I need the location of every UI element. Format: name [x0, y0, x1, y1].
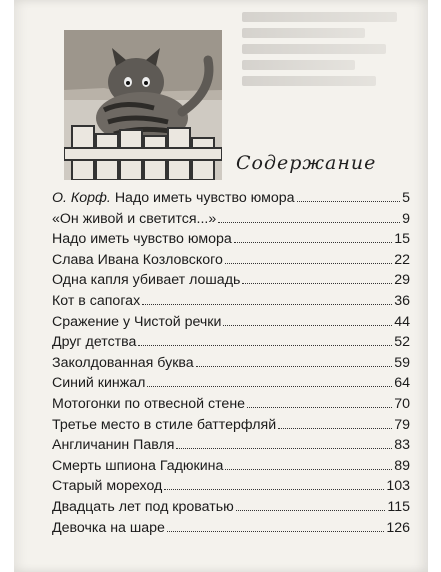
- leader-dots: [147, 386, 392, 387]
- toc-entry-page: 36: [394, 292, 410, 309]
- toc-entry-title: Девочка на шаре: [52, 519, 165, 536]
- table-of-contents: [52, 190, 410, 540]
- toc-entry[interactable]: [52, 396, 410, 417]
- toc-entry[interactable]: [52, 272, 410, 293]
- toc-entry-title: Англичанин Павля: [52, 437, 175, 454]
- toc-heading: Содержание: [236, 152, 377, 174]
- toc-entry-title: Слава Ивана Козловского: [52, 251, 223, 268]
- leader-dots: [234, 242, 392, 243]
- toc-entry-title: Двадцать лет под кроватью: [52, 498, 234, 515]
- leader-dots: [176, 448, 392, 449]
- toc-entry-title: Синий кинжал: [52, 375, 146, 392]
- leader-dots: [138, 345, 392, 346]
- toc-entry-page: 115: [387, 498, 410, 515]
- toc-entry[interactable]: [52, 293, 410, 314]
- leader-dots: [225, 469, 392, 470]
- book-page: [14, 0, 428, 572]
- toc-entry[interactable]: [52, 314, 410, 335]
- toc-entry-title: Друг детства: [52, 334, 137, 351]
- toc-entry-page: 22: [394, 251, 410, 268]
- toc-entry-page: 44: [394, 313, 410, 330]
- toc-entry-title: Смерть шпиона Гадюкина: [52, 457, 224, 474]
- toc-entry-page: 79: [394, 416, 410, 433]
- leader-dots: [297, 201, 401, 202]
- toc-entry-page: 103: [386, 478, 410, 495]
- toc-entry-title: Кот в сапогах: [52, 292, 141, 309]
- leader-dots: [278, 428, 392, 429]
- toc-entry-page: 9: [402, 210, 410, 227]
- toc-entry-page: 29: [394, 272, 410, 289]
- toc-entry[interactable]: [52, 190, 410, 211]
- leader-dots: [196, 366, 393, 367]
- toc-entry[interactable]: [52, 437, 410, 458]
- toc-entry-page: 89: [394, 457, 410, 474]
- toc-entry-title: О. Корф. Надо иметь чувство юмора: [52, 190, 295, 206]
- leader-dots: [247, 407, 392, 408]
- toc-entry-page: 126: [386, 519, 410, 536]
- leader-dots: [223, 325, 392, 326]
- toc-entry-title: Мотогонки по отвесной стене: [52, 395, 246, 412]
- toc-entry-page: 70: [394, 395, 410, 412]
- toc-entry-page: 83: [394, 437, 410, 454]
- toc-entry-title: Сражение у Чистой речки: [52, 313, 222, 330]
- leader-dots: [142, 304, 392, 305]
- toc-entry-title: Надо иметь чувство юмора: [52, 231, 232, 248]
- leader-dots: [167, 531, 384, 532]
- show-through-text: [242, 6, 418, 106]
- toc-entry-page: 52: [394, 334, 410, 351]
- toc-entry[interactable]: [52, 355, 410, 376]
- toc-entry[interactable]: [52, 231, 410, 252]
- toc-entry-title: Третье место в стиле баттерфляй: [52, 416, 277, 433]
- toc-entry-title: Старый мореход: [52, 478, 163, 495]
- toc-entry[interactable]: [52, 458, 410, 479]
- toc-entry[interactable]: [52, 478, 410, 499]
- toc-entry-page: 59: [394, 354, 410, 371]
- toc-entry[interactable]: [52, 520, 410, 541]
- toc-entry[interactable]: [52, 499, 410, 520]
- toc-entry[interactable]: [52, 334, 410, 355]
- toc-entry-page: 15: [394, 231, 410, 248]
- toc-entry[interactable]: [52, 211, 410, 232]
- toc-entry-title: Одна капля убивает лошадь: [52, 272, 241, 289]
- leader-dots: [218, 222, 400, 223]
- toc-entry[interactable]: [52, 375, 410, 396]
- toc-entry-author: О. Корф.: [52, 190, 111, 206]
- leader-dots: [236, 510, 386, 511]
- cat-on-fence-illustration: [64, 30, 222, 180]
- leader-dots: [242, 283, 392, 284]
- toc-entry-page: 5: [402, 190, 410, 206]
- toc-entry[interactable]: [52, 252, 410, 273]
- toc-entry-title: «Он живой и светится...»: [52, 210, 217, 227]
- leader-dots: [225, 263, 392, 264]
- leader-dots: [164, 489, 384, 490]
- toc-entry-title: Заколдованная буква: [52, 354, 194, 371]
- toc-entry[interactable]: [52, 417, 410, 438]
- toc-entry-page: 64: [394, 375, 410, 392]
